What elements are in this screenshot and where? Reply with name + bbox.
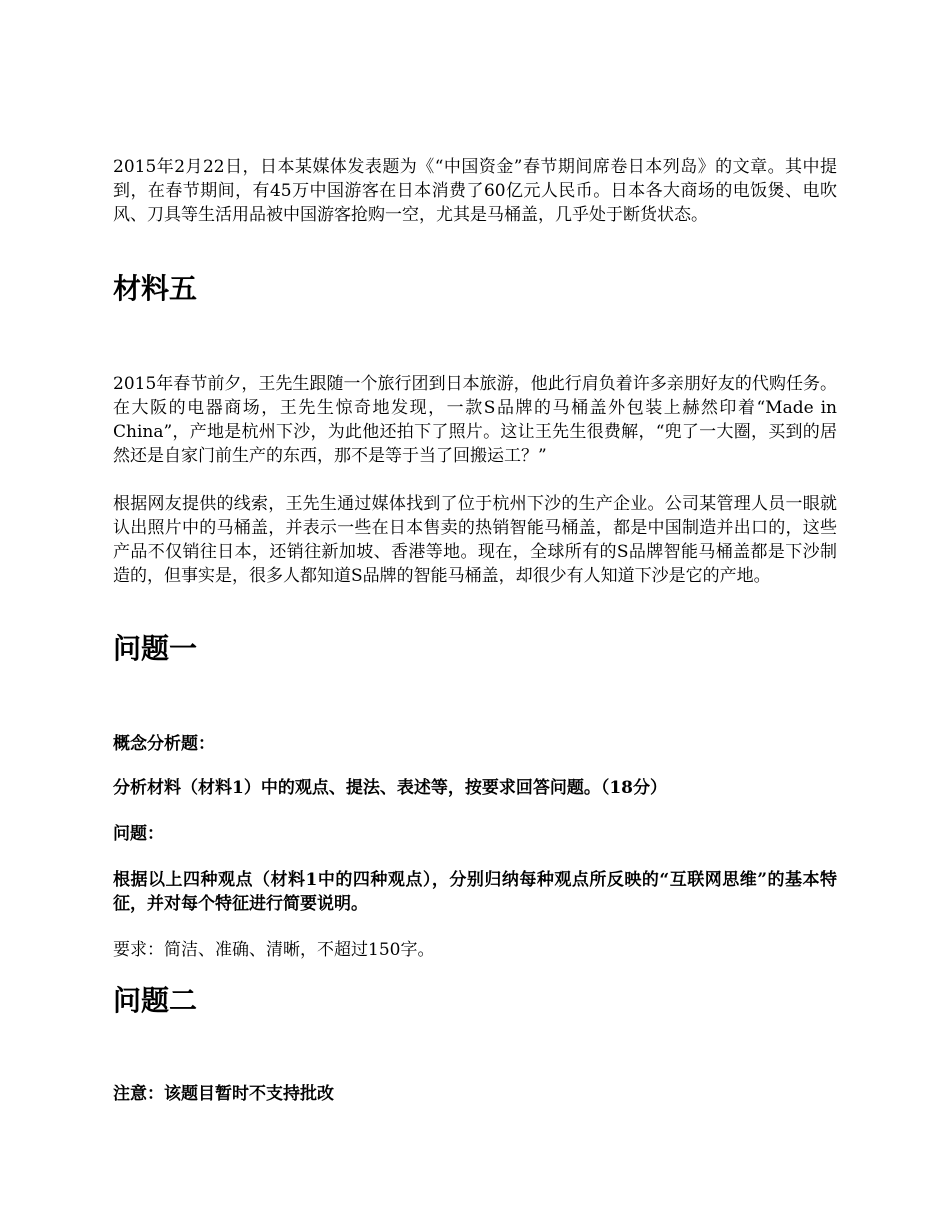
question2-heading: 问题二 bbox=[113, 984, 198, 1017]
material5-paragraph-2: 根据网友提供的线索，王先生通过媒体找到了位于杭州下沙的生产企业。公司某管理人员一眼就认出照片中的马桶盖，并表示一些在日本售卖的热销智能马桶盖，都是中国制造并出口的，这些产品不仅销往日本，还销往新加坡、香港等地。现在，全球所有的S品牌智能马桶盖都是下沙制造的，但事实是，很多人都知道S品牌的智能马桶盖，却很少有人知道下沙是它的产地。 bbox=[113, 494, 837, 586]
question1-requirement: 要求：简洁、准确、清晰，不超过150字。 bbox=[113, 940, 435, 960]
question1-instruction: 分析材料（材料1）中的观点、提法、表述等，按要求回答问题。（18分） bbox=[113, 778, 667, 798]
question1-heading: 问题一 bbox=[113, 632, 198, 665]
material4-paragraph: 2015年2月22日，日本某媒体发表题为《“中国资金”春节期间席卷日本列岛》的文章。其中提到，在春节期间，有45万中国游客在日本消费了60亿元人民币。日本各大商场的电饭煲、电吹风、刀具等生活用品被中国游客抢购一空，尤其是马桶盖，几乎处于断货状态。 bbox=[113, 157, 837, 225]
question2-note: 注意：该题目暂时不支持批改 bbox=[113, 1084, 334, 1104]
material5-paragraph-1: 2015年春节前夕，王先生跟随一个旅行团到日本旅游，他此行肩负着许多亲朋好友的代购任务。在大阪的电器商场，王先生惊奇地发现，一款S品牌的马桶盖外包装上赫然印着“Made in China”，产地是杭州下沙，为此他还拍下了照片。这让王先生很费解，“兜了一大圈，买到的居然还是自家门前生产的东西，那不是等于当了回搬运工？” bbox=[113, 374, 837, 466]
question1-question-text: 根据以上四种观点（材料1中的四种观点），分别归纳每种观点所反映的“互联网思维”的基本特征，并对每个特征进行简要说明。 bbox=[113, 870, 837, 914]
question1-type-label: 概念分析题： bbox=[113, 734, 215, 754]
question1-question-label: 问题： bbox=[113, 824, 164, 844]
material5-heading: 材料五 bbox=[113, 272, 198, 305]
